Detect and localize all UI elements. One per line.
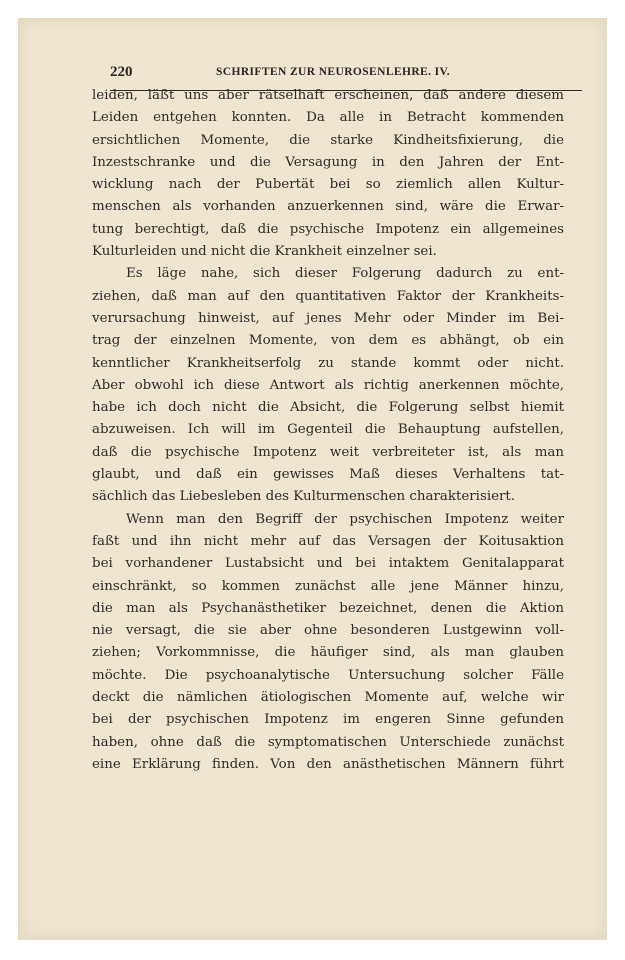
- text-line: möchte. Die psychoanalytische Untersuchung solcher Fälle: [92, 667, 564, 683]
- text-line: ziehen; Vorkommnisse, die häufiger sind, als man glauben: [92, 645, 564, 661]
- paragraph-3: [92, 509, 564, 777]
- text-line: kenntlicher Krankheitserfolg zu stande kommt oder nicht.: [92, 355, 564, 371]
- text-line: abzuweisen. Ich will im Gegenteil die Behauptung aufstellen,: [92, 422, 564, 438]
- paragraph-2: [92, 263, 564, 508]
- text-line: die man als Psychanästhetiker bezeichnet, denen die Aktion: [92, 600, 564, 616]
- text-line: Aber obwohl ich diese Antwort als richtig anerkennen möchte,: [92, 377, 564, 393]
- text-line: Leiden entgehen konnten. Da alle in Betracht kommenden: [92, 110, 564, 126]
- text-line: ersichtlichen Momente, die starke Kindheitsfixierung, die: [92, 132, 564, 148]
- text-line: sächlich das Liebesleben des Kulturmenschen charakterisiert.: [92, 489, 516, 505]
- text-line: Es läge nahe, sich dieser Folgerung dadurch zu ent-: [126, 266, 564, 282]
- text-line: ziehen, daß man auf den quantitativen Faktor der Krankheits-: [92, 288, 564, 304]
- text-line: menschen als vorhanden anzuerkennen sind, wäre die Erwar-: [92, 199, 564, 215]
- text-line: wicklung nach der Pubertät bei so ziemlich allen Kultur-: [92, 177, 564, 193]
- text-line: habe ich doch nicht die Absicht, die Folgerung selbst hiemit: [92, 400, 564, 416]
- text-line: trag der einzelnen Momente, von dem es abhängt, ob ein: [92, 333, 564, 349]
- paragraph-1: [92, 85, 564, 263]
- running-head: SCHRIFTEN ZUR NEUROSENLEHRE. IV.: [216, 66, 451, 78]
- text-line: bei der psychischen Impotenz im engeren Sinne gefunden: [92, 712, 564, 728]
- text-line: tung berechtigt, daß die psychische Impotenz ein allgemeines: [92, 221, 564, 237]
- text-line: faßt und ihn nicht mehr auf das Versagen der Koitusaktion: [92, 533, 564, 549]
- page-number: 220: [110, 64, 133, 80]
- text-line: nie versagt, die sie aber ohne besonderen Lustgewinn voll-: [92, 623, 564, 639]
- text-line: deckt die nämlichen ätiologischen Momente auf, welche wir: [92, 690, 564, 706]
- text-line: eine Erklärung finden. Von den anästhetischen Männern führt: [92, 756, 564, 772]
- text-line: Kulturleiden und nicht die Krankheit einzelner sei.: [92, 244, 437, 260]
- text-line: glaubt, und daß ein gewisses Maß dieses Verhaltens tat-: [92, 467, 564, 483]
- text-line: daß die psychische Impotenz weit verbreiteter ist, als man: [92, 444, 564, 460]
- text-line: Inzestschranke und die Versagung in den Jahren der Ent-: [92, 154, 564, 170]
- text-line: Wenn man den Begriff der psychischen Impotenz weiter: [126, 511, 564, 527]
- text-line: leiden, läßt uns aber rätselhaft erscheinen, daß andere diesem: [92, 88, 564, 103]
- body-text: [92, 85, 564, 776]
- text-line: bei vorhandener Lustabsicht und bei intaktem Genitalapparat: [92, 556, 564, 572]
- text-line: einschränkt, so kommen zunächst alle jene Männer hinzu,: [92, 578, 564, 594]
- text-line: haben, ohne daß die symptomatischen Unterschiede zunächst: [92, 734, 564, 750]
- text-line: verursachung hinweist, auf jenes Mehr oder Minder im Bei-: [92, 310, 564, 326]
